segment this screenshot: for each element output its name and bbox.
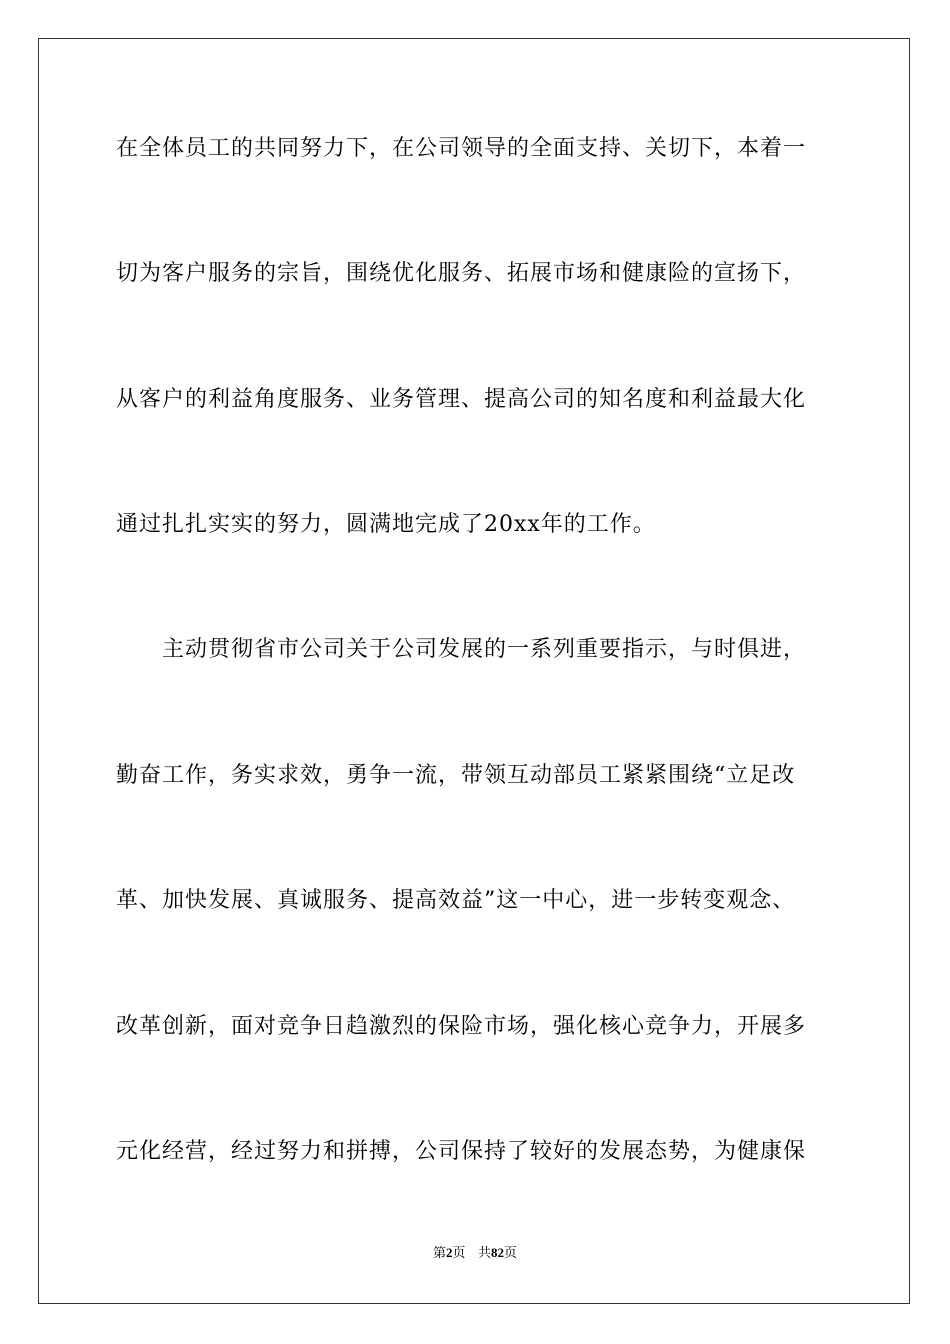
total-pages: 82 bbox=[490, 1245, 504, 1260]
body-line-3: 从客户的利益角度服务、业务管理、提高公司的知名度和利益最大化 bbox=[116, 387, 807, 412]
body-line-7: 革、加快发展、真诚服务、提高效益”这一中心，进一步转变观念、 bbox=[116, 888, 796, 913]
body-line-4: 通过扎扎实实的努力，圆满地完成了20xx年的工作。 bbox=[116, 512, 656, 537]
body-line-2: 切为客户服务的宗旨，围绕优化服务、拓展市场和健康险的宣扬下， bbox=[116, 261, 807, 286]
body-line-1: 在全体员工的共同努力下，在公司领导的全面支持、关切下，本着一 bbox=[116, 136, 807, 161]
body-line-9: 元化经营，经过努力和拼搏，公司保持了较好的发展态势，为健康保 bbox=[116, 1139, 807, 1164]
page-suffix: 页 bbox=[452, 1246, 466, 1261]
page-border bbox=[38, 38, 910, 1304]
body-line-5: 主动贯彻省市公司关于公司发展的一系列重要指示，与时俱进， bbox=[162, 637, 807, 662]
page-number: 2 bbox=[446, 1245, 453, 1260]
page-footer bbox=[0, 1244, 950, 1263]
body-line-8: 改革创新，面对竞争日趋激烈的保险市场，强化核心竞争力，开展多 bbox=[116, 1014, 807, 1039]
page-prefix: 第 bbox=[433, 1246, 447, 1261]
total-suffix: 页 bbox=[503, 1246, 517, 1261]
body-line-6: 勤奋工作，务实求效，勇争一流，带领互动部员工紧紧围绕“立足改 bbox=[116, 763, 796, 788]
total-prefix: 共 bbox=[477, 1246, 491, 1261]
